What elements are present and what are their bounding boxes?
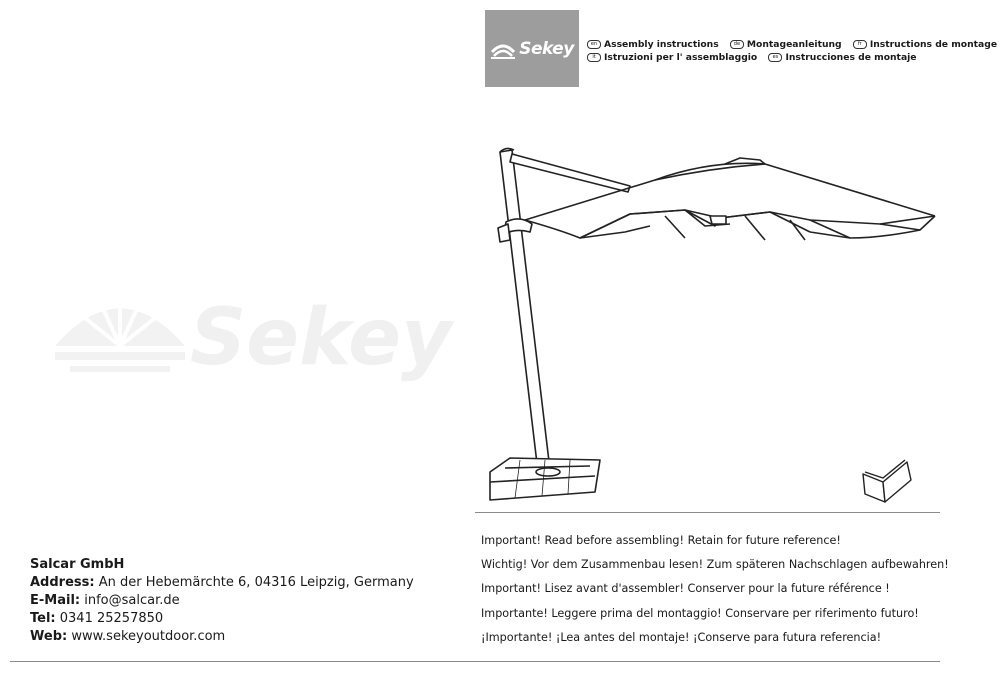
address-label: Address: [30, 575, 95, 590]
language-list [587, 38, 1005, 64]
language-item-de [730, 38, 842, 51]
note-en: Important! Read before assembling! Retain for future reference! [481, 534, 841, 547]
notes-divider-top [475, 512, 940, 513]
note-fr: Important! Lisez avant d'assembler! Conserver pour la future référence ! [481, 582, 890, 596]
company-info [30, 556, 414, 646]
language-row-2 [587, 51, 1005, 64]
brand-logo [485, 10, 579, 87]
company-tel [30, 610, 414, 628]
email-value: info@salcar.de [84, 593, 180, 608]
page-divider-bottom [10, 661, 940, 662]
company-name: Salcar GmbH [30, 557, 125, 572]
watermark-text: Sekey [190, 293, 452, 383]
flag-de-icon: de [730, 40, 744, 49]
logo-wordmark: Sekey [519, 38, 574, 59]
language-item-es [768, 51, 916, 64]
language-label: Instrucciones de montaje [785, 52, 917, 63]
flag-it-icon: it [587, 53, 601, 62]
company-address [30, 574, 414, 592]
language-label: Instructions de montage [869, 39, 998, 50]
read-manual-book-icon [857, 456, 915, 504]
address-value: An der Hebemärchte 6, 04316 Leipzig, Germany [98, 575, 414, 590]
flag-fr-icon: fr [853, 40, 867, 49]
note-it: Importante! Leggere prima del montaggio! Conservare per riferimento futuro! [481, 606, 919, 620]
language-label: Assembly instructions [604, 39, 719, 50]
language-item-fr [853, 38, 997, 51]
tel-value: 0341 25257850 [59, 611, 164, 626]
flag-en-icon: en [587, 40, 601, 49]
language-item-en [587, 38, 719, 51]
note-de: Wichtig! Vor dem Zusammenbau lesen! Zum späteren Nachschlagen aufbewahren! [481, 558, 949, 572]
sekey-watermark [50, 276, 450, 386]
web-label: Web: [30, 629, 68, 644]
company-email [30, 592, 414, 610]
email-label: E-Mail: [30, 593, 81, 608]
language-row-1 [587, 38, 1005, 51]
language-item-it [587, 51, 757, 64]
flag-es-icon: es [768, 53, 782, 62]
web-value: www.sekeyoutdoor.com [71, 629, 226, 644]
company-web [30, 628, 414, 646]
sun-logo-icon [490, 38, 516, 60]
language-label: Montageanleitung [746, 39, 842, 50]
cantilever-umbrella-illustration [480, 120, 950, 510]
important-notes [481, 529, 949, 650]
note-es: ¡Importante! ¡Lea antes del montaje! ¡Conserve para futura referencia! [481, 630, 882, 644]
language-label: Istruzioni per l' assemblaggio [604, 52, 758, 63]
tel-label: Tel: [30, 611, 56, 626]
